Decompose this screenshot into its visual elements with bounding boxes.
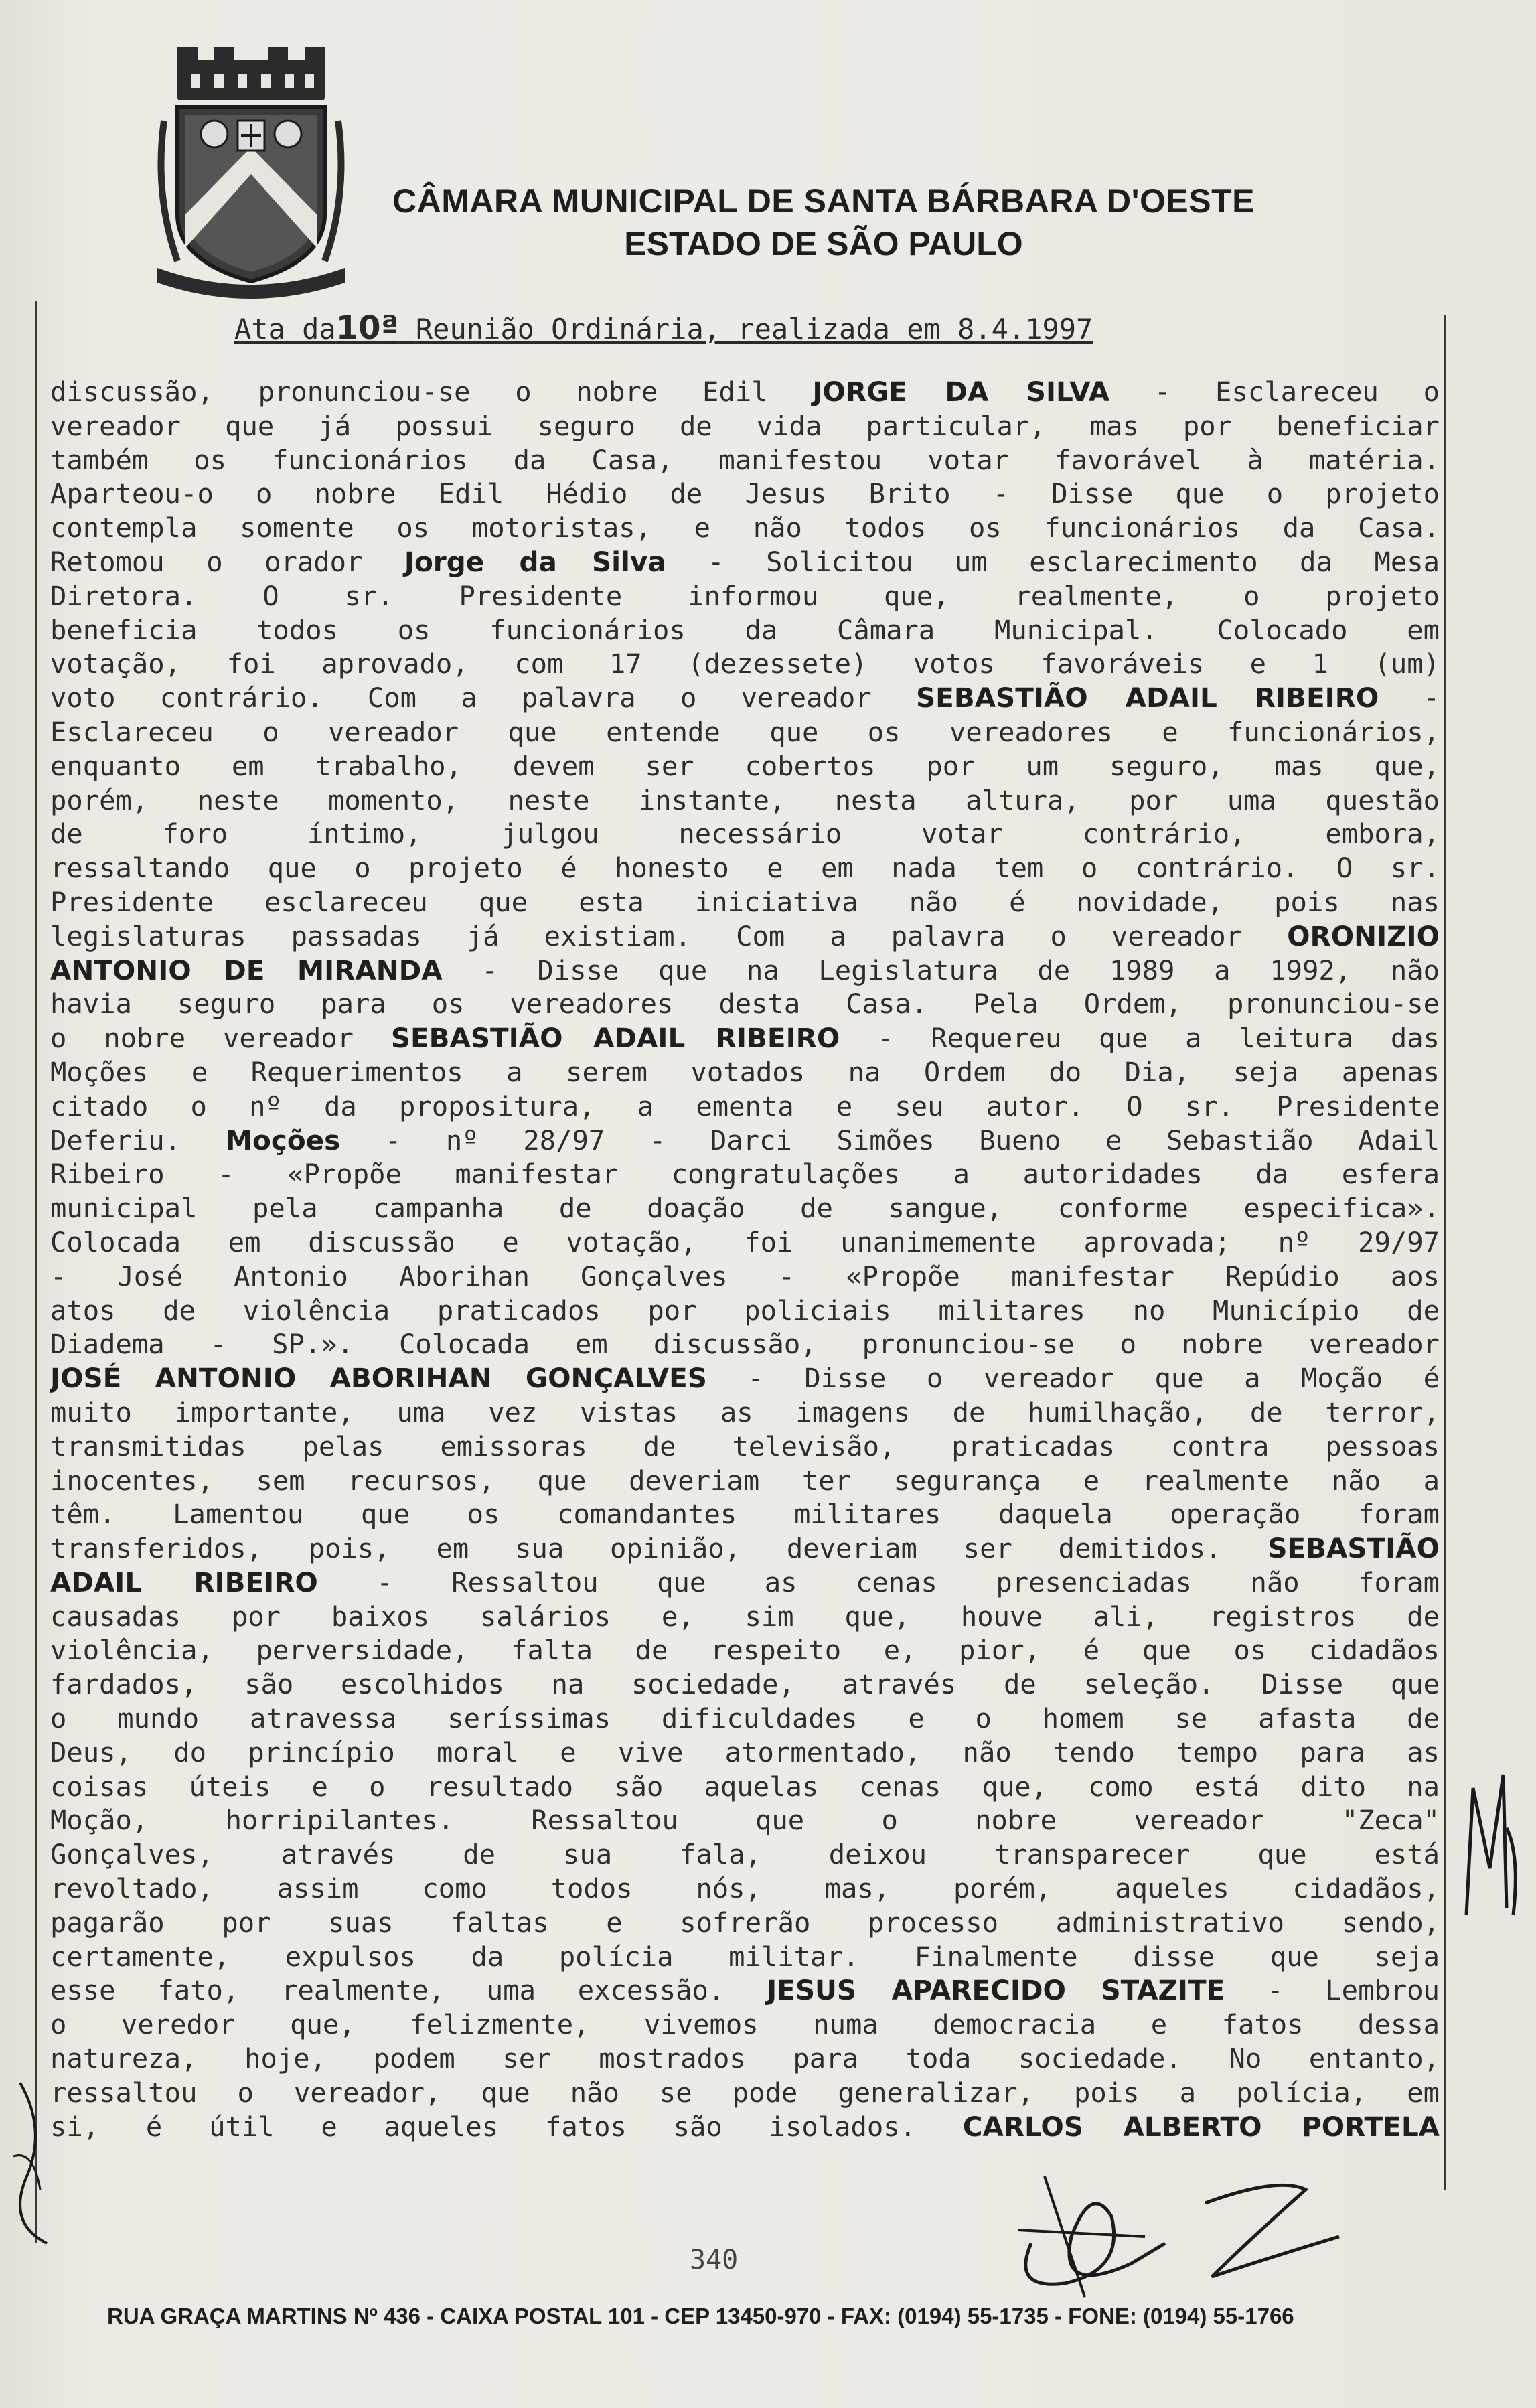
margin-initials-signature	[1453, 1748, 1527, 1935]
text-segment: ressaltando que o projeto é honesto e em nada tem o contrário. O sr.	[50, 852, 1440, 885]
text-segment: Colocada em discussão e votação, foi unanimemente aprovada; nº 29/97	[50, 1225, 1440, 1258]
text-segment: violência, perversidade, falta de respeito e, pior, é que os cidadãos	[50, 1634, 1440, 1667]
text-segment: Diadema - SP.». Colocada em discussão, pronunciou-se o nobre vereador	[50, 1328, 1440, 1361]
text-line	[50, 1940, 1440, 1974]
text-line	[50, 954, 1440, 988]
text-line	[50, 375, 1440, 409]
text-line	[50, 1260, 1440, 1294]
text-line	[50, 1361, 1440, 1396]
text-segment: - Disse o vereador que a Moção é	[706, 1362, 1440, 1395]
speaker-name: JORGE DA SILVA	[812, 376, 1110, 408]
text-segment: revoltado, assim como todos nós, mas, porém, aqueles cidadãos,	[50, 1872, 1440, 1905]
text-segment: certamente, expulsos da polícia militar. Finalmente disse que seja	[50, 1940, 1440, 1973]
text-line	[50, 443, 1440, 477]
text-segment: Ribeiro - «Propõe manifestar congratulações a autoridades da esfera	[50, 1158, 1440, 1191]
text-segment: atos de violência praticados por policiais militares no Município de	[50, 1294, 1440, 1327]
text-segment: têm. Lamentou que os comandantes militares daquela operação foram	[50, 1498, 1440, 1531]
speaker-name: CARLOS ALBERTO PORTELA	[962, 2110, 1440, 2143]
text-segment: pagarão por suas faltas e sofrerão processo administrativo sendo,	[50, 1906, 1440, 1939]
text-line	[50, 1055, 1440, 1089]
text-segment: municipal pela campanha de doação de sangue, conforme especifica».	[50, 1192, 1440, 1225]
text-line	[50, 511, 1440, 545]
text-line	[50, 1430, 1440, 1464]
text-segment: votação, foi aprovado, com 17 (dezessete) votos favoráveis e 1 (um)	[50, 648, 1440, 680]
text-line	[50, 2110, 1440, 2144]
text-segment: -	[1379, 682, 1440, 714]
minutes-body	[50, 375, 1440, 2143]
speaker-name: JESUS APARECIDO STAZITE	[767, 1974, 1225, 2007]
text-segment: voto contrário. Com a palavra o vereador	[50, 682, 916, 714]
title-suffix: Reunião Ordinária, realizada em 8.4.1997	[415, 313, 1093, 346]
text-line	[50, 1803, 1440, 1837]
text-segment: Retomou o orador	[50, 545, 404, 578]
text-segment: inocentes, sem recursos, que deveriam ter segurança e realmente não a	[50, 1464, 1440, 1497]
text-line	[50, 1837, 1440, 1872]
speaker-name: ANTONIO DE MIRANDA	[50, 954, 443, 986]
text-segment: Moções e Requerimentos a serem votados na Ordem do Dia, seja apenas	[50, 1055, 1440, 1088]
speaker-name: SEBASTIÃO	[1268, 1532, 1440, 1565]
text-segment: de foro íntimo, julgou necessário votar contrário, embora,	[50, 818, 1440, 850]
text-line	[50, 1191, 1440, 1225]
text-segment: ressaltou o vereador, que não se pode generalizar, pois a polícia, em	[50, 2076, 1440, 2109]
left-margin-rule	[35, 301, 37, 2243]
title-prefix: Ata da	[234, 313, 336, 346]
text-segment: citado o nº da propositura, a ementa e seu autor. O sr. Presidente	[50, 1089, 1440, 1122]
text-line	[50, 681, 1440, 715]
text-segment: Gonçalves, através de sua fala, deixou transparecer que está	[50, 1838, 1440, 1871]
text-line	[50, 579, 1440, 613]
text-segment: contempla somente os motoristas, e não todos os funcionários da Casa.	[50, 512, 1440, 544]
text-segment: transmitidas pelas emissoras de televisão, praticadas contra pessoas	[50, 1430, 1440, 1462]
text-segment: transferidos, pois, em sua opinião, deveriam ser demitidos.	[50, 1532, 1268, 1565]
text-segment: coisas úteis e o resultado são aquelas cenas que, como está dito na	[50, 1770, 1440, 1803]
text-segment: porém, neste momento, neste instante, nesta altura, por uma questão	[50, 783, 1440, 816]
text-line	[50, 477, 1440, 511]
speaker-name: ADAIL RIBEIRO	[50, 1566, 318, 1598]
text-line	[50, 2008, 1440, 2042]
text-segment: beneficia todos os funcionários da Câmara Municipal. Colocado em	[50, 613, 1440, 646]
state-name: ESTADO DE SÃO PAULO	[624, 225, 1023, 262]
text-segment: Aparteou-o o nobre Edil Hédio de Jesus Brito - Disse que o projeto	[50, 477, 1440, 510]
text-segment: - Solicitou um esclarecimento da Mesa	[666, 545, 1440, 578]
text-line	[50, 1906, 1440, 1940]
text-line	[50, 1396, 1440, 1430]
speaker-name: Jorge da Silva	[404, 545, 666, 578]
text-line	[50, 647, 1440, 681]
text-segment: fardados, são escolhidos na sociedade, através de seleção. Disse que	[50, 1668, 1440, 1701]
text-segment: causadas por baixos salários e, sim que, houve ali, registros de	[50, 1600, 1440, 1633]
text-line	[50, 1464, 1440, 1498]
text-segment: - Lembrou	[1225, 1974, 1440, 2007]
text-segment: Deus, do princípio moral e vive atormentado, não tendo tempo para as	[50, 1736, 1440, 1769]
text-segment: muito importante, uma vez vistas as imagens de humilhação, de terror,	[50, 1396, 1440, 1428]
text-segment: - Disse que na Legislatura de 1989 a 1992, não	[442, 954, 1440, 986]
text-line	[50, 919, 1440, 954]
text-line	[50, 1973, 1440, 2008]
speaker-name: Moções	[225, 1124, 341, 1156]
text-line	[50, 987, 1440, 1021]
text-line	[50, 613, 1440, 648]
text-line	[50, 1157, 1440, 1191]
text-segment: enquanto em trabalho, devem ser cobertos por um seguro, mas que,	[50, 749, 1440, 782]
text-segment: esse fato, realmente, uma excessão.	[50, 1974, 767, 2007]
text-line	[50, 1531, 1440, 1566]
text-line	[50, 1225, 1440, 1260]
text-line	[50, 851, 1440, 885]
speaker-name: ORONIZIO	[1287, 919, 1440, 952]
text-line	[50, 715, 1440, 749]
text-line	[50, 1702, 1440, 1736]
text-line	[50, 1497, 1440, 1531]
handwritten-signatures	[991, 2163, 1366, 2317]
text-line	[50, 1327, 1440, 1361]
text-segment: - Requereu que a leitura das	[840, 1022, 1440, 1055]
text-line	[50, 2042, 1440, 2076]
institution-name: CÂMARA MUNICIPAL DE SANTA BÁRBARA D'OESTE	[392, 182, 1255, 220]
text-segment: - José Antonio Aborihan Gonçalves - «Propõe manifestar Repúdio aos	[50, 1260, 1440, 1292]
text-line	[50, 1770, 1440, 1804]
text-segment: Diretora. O sr. Presidente informou que, realmente, o projeto	[50, 579, 1440, 612]
text-line	[50, 1633, 1440, 1667]
text-line	[50, 545, 1440, 579]
text-line	[50, 2076, 1440, 2110]
text-segment: vereador que já possui seguro de vida particular, mas por beneficiar	[50, 409, 1440, 442]
text-segment: - Ressaltou que as cenas presenciadas não foram	[317, 1566, 1440, 1598]
text-line	[50, 1021, 1440, 1055]
text-line	[50, 817, 1440, 851]
text-segment: natureza, hoje, podem ser mostrados para toda sociedade. No entanto,	[50, 2042, 1440, 2075]
meeting-number: 10ª	[335, 309, 399, 347]
text-line	[50, 783, 1440, 818]
right-margin-rule	[1444, 315, 1446, 2190]
municipal-coat-of-arms-icon	[151, 47, 352, 301]
left-margin-signature	[0, 2076, 60, 2250]
text-segment: Moção, horripilantes. Ressaltou que o nobre vereador "Zeca"	[50, 1804, 1440, 1837]
text-line	[50, 1089, 1440, 1124]
text-segment: Presidente esclareceu que esta iniciativa não é novidade, pois nas	[50, 885, 1440, 918]
text-line	[50, 1600, 1440, 1634]
text-segment: também os funcionários da Casa, manifestou votar favorável à matéria.	[50, 443, 1440, 476]
speaker-name: SEBASTIÃO ADAIL RIBEIRO	[915, 682, 1379, 714]
page-number: 340	[690, 2245, 739, 2275]
text-segment: o veredor que, felizmente, vivemos numa democracia e fatos dessa	[50, 2008, 1440, 2041]
text-line	[50, 1736, 1440, 1770]
speaker-name: SEBASTIÃO ADAIL RIBEIRO	[390, 1022, 840, 1055]
text-line	[50, 1872, 1440, 1906]
letterhead	[355, 179, 1292, 265]
text-segment: - nº 28/97 - Darci Simões Bueno e Sebastião Adail	[340, 1124, 1440, 1156]
text-line	[50, 409, 1440, 443]
text-segment: o mundo atravessa seríssimas dificuldades e o homem se afasta de	[50, 1702, 1440, 1735]
text-segment: havia seguro para os vereadores desta Casa. Pela Ordem, pronunciou-se	[50, 988, 1440, 1021]
address-footer: RUA GRAÇA MARTINS Nº 436 - CAIXA POSTAL 101 - CEP 13450-970 - FAX: (0194) 55-1735 - FONE: (0194) 55-1766	[107, 2304, 1294, 2328]
text-line	[50, 1124, 1440, 1158]
text-segment: Deferiu.	[50, 1124, 226, 1156]
text-line	[50, 1294, 1440, 1328]
text-line	[50, 749, 1440, 783]
minutes-title	[234, 309, 1093, 347]
text-line	[50, 885, 1440, 919]
text-segment: si, é útil e aqueles fatos são isolados.	[50, 2110, 963, 2143]
text-line	[50, 1667, 1440, 1702]
text-segment: legislaturas passadas já existiam. Com a palavra o vereador	[50, 919, 1288, 952]
text-segment: - Esclareceu o	[1109, 376, 1440, 408]
text-segment: o nobre vereador	[50, 1022, 391, 1055]
text-segment: discussão, pronunciou-se o nobre Edil	[50, 376, 813, 408]
text-segment: Esclareceu o vereador que entende que os vereadores e funcionários,	[50, 715, 1440, 748]
speaker-name: JOSÉ ANTONIO ABORIHAN GONÇALVES	[50, 1362, 707, 1395]
text-line	[50, 1566, 1440, 1600]
